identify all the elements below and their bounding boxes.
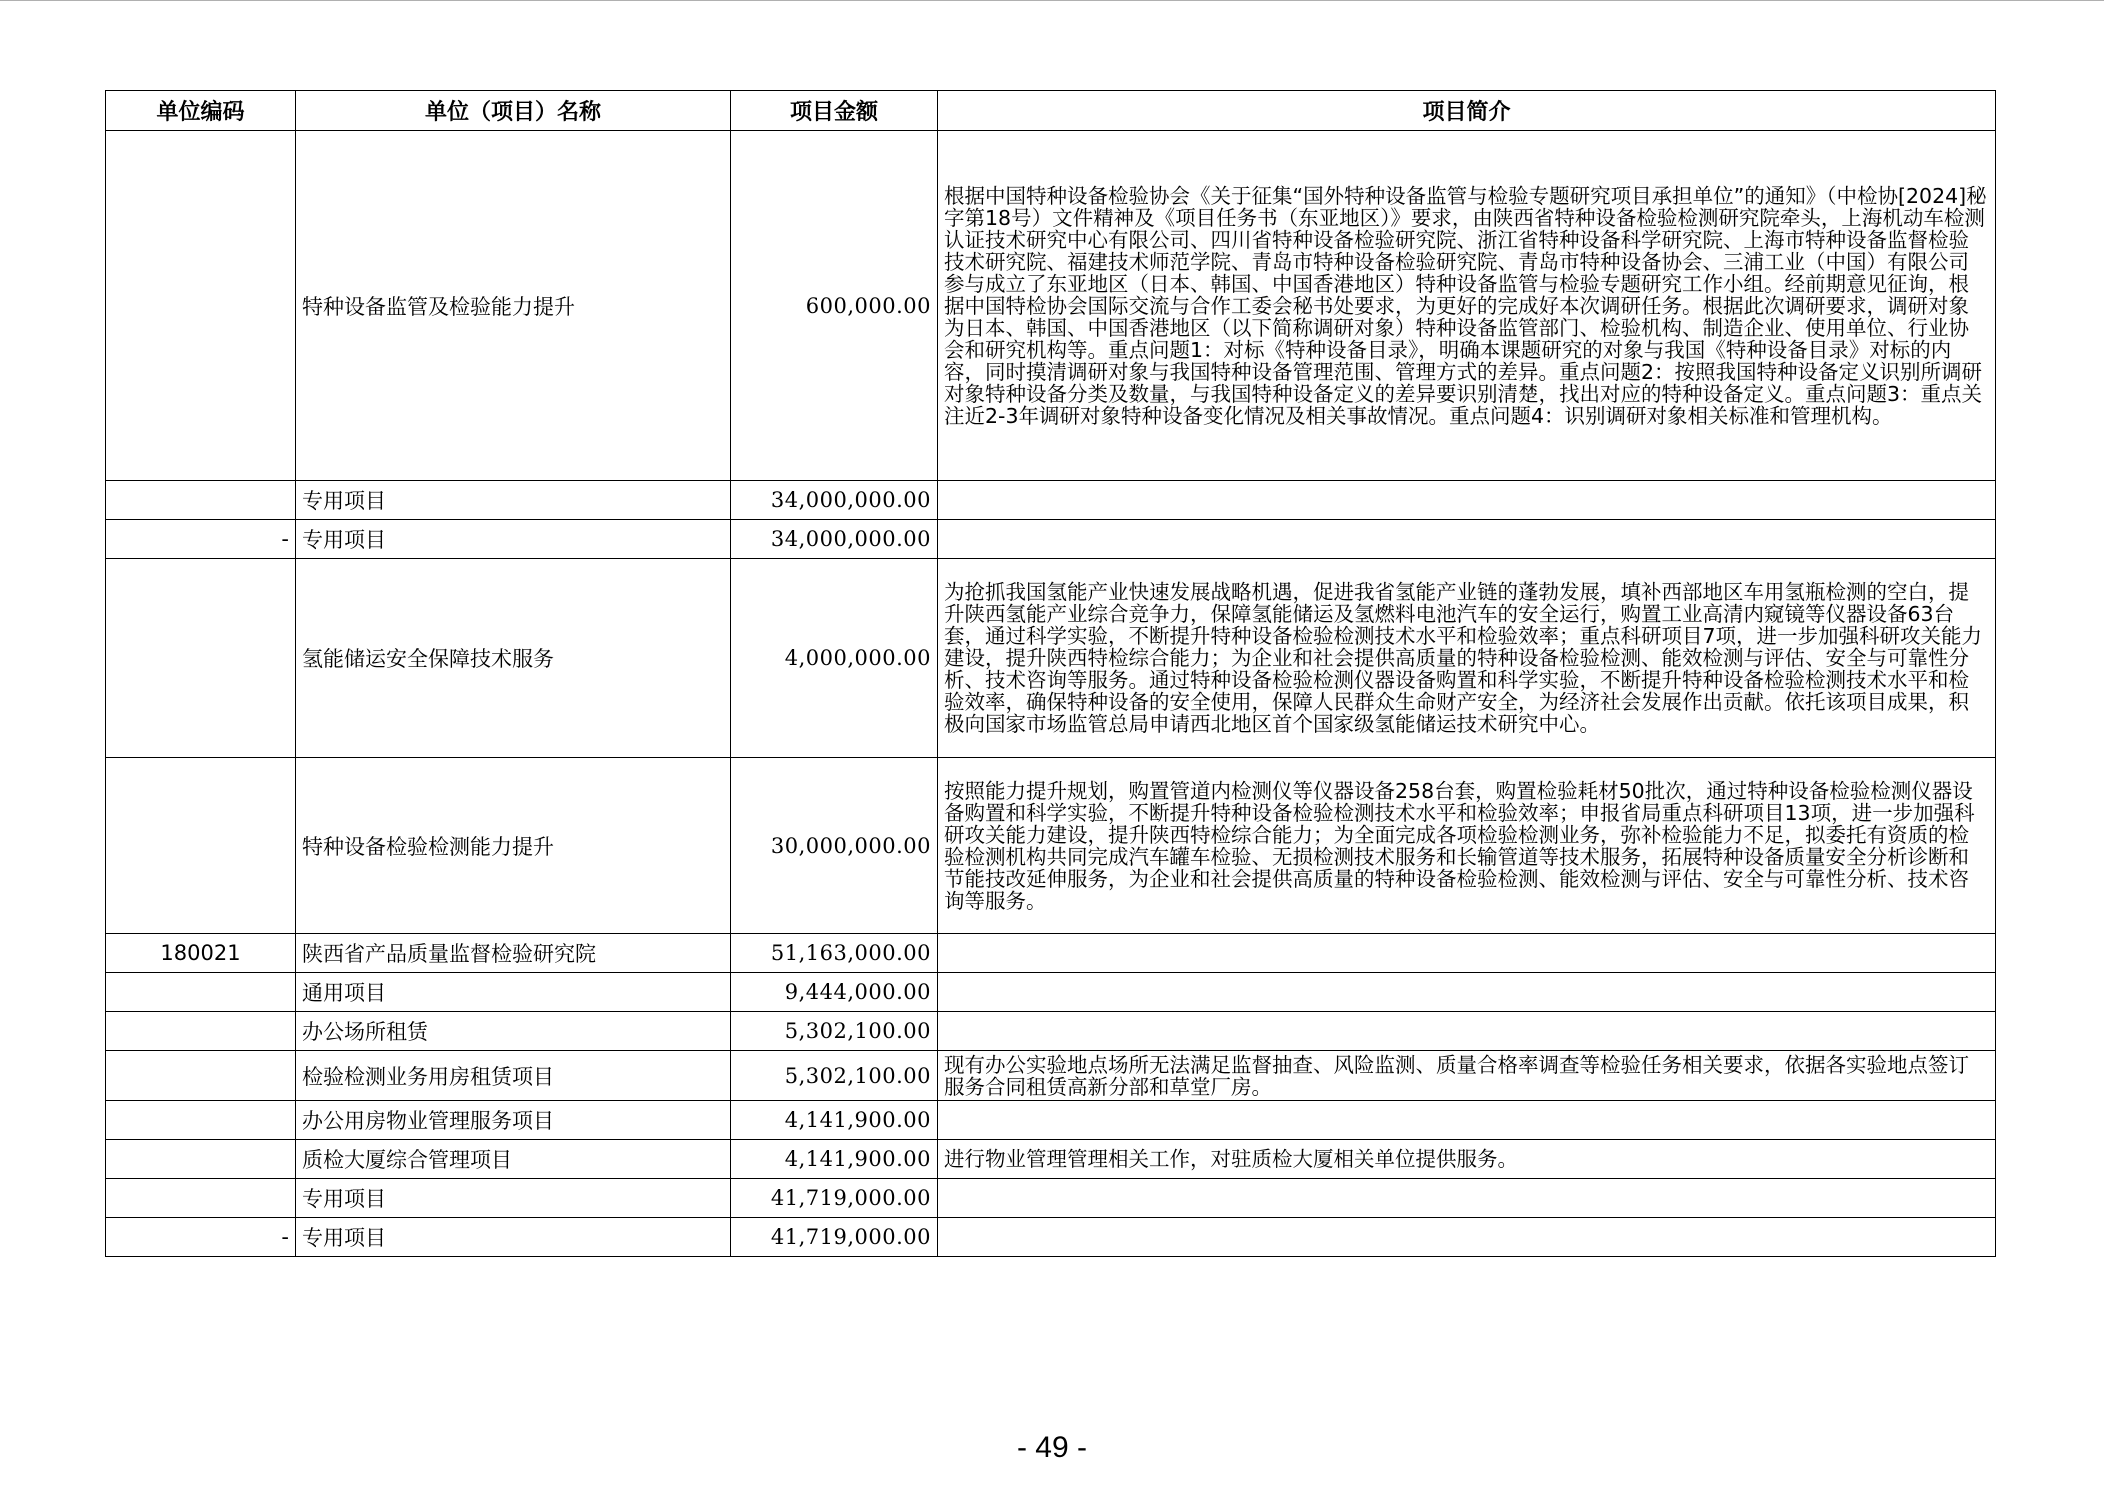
top-border-line (0, 0, 2104, 1)
cell-code (106, 131, 296, 481)
cell-description: 为抢抓我国氢能产业快速发展战略机遇，促进我省氢能产业链的蓬勃发展，填补西部地区车用氢瓶检测的空白，提升陕西氢能产业综合竞争力，保障氢能储运及氢燃料电池汽车的安全运行，购置工业高清内窥镜等仪器设备63台套，通过科学实验，不断提升特种设备检验检测技术水平和检验效率；重点科研项目7项，进一步加强科研攻关能力建设，提升陕西特检综合能力；为企业和社会提供高质量的特种设备检验检测、能效检测与评估、安全与可靠性分析、技术咨询等服务。通过特种设备检验检测仪器设备购置和科学实验，不断提升特种设备检验检测技术水平和检验效率，确保特种设备的安全使用，保障人民群众生命财产安全，为经济社会发展作出贡献。依托该项目成果，积极向国家市场监管总局申请西北地区首个国家级氢能储运技术研究中心。 (938, 559, 1996, 758)
table-row (106, 520, 1996, 559)
cell-name: 特种设备检验检测能力提升 (296, 758, 731, 934)
table-row (106, 1012, 1996, 1051)
cell-name: 特种设备监管及检验能力提升 (296, 131, 731, 481)
cell-name: 专用项目 (296, 481, 731, 520)
table-row (106, 758, 1996, 934)
cell-code: - (106, 520, 296, 559)
cell-description: 按照能力提升规划，购置管道内检测仪等仪器设备258台套，购置检验耗材50批次，通过特种设备检验检测仪器设备购置和科学实验，不断提升特种设备检验检测技术水平和检验效率；申报省局重点科研项目13项，进一步加强科研攻关能力建设，提升陕西特检综合能力；为全面完成各项检验检测业务，弥补检验能力不足，拟委托有资质的检验检测机构共同完成汽车罐车检验、无损检测技术服务和长输管道等技术服务，拓展特种设备质量安全分析诊断和节能技改延伸服务，为企业和社会提供高质量的特种设备检验检测、能效检测与评估、安全与可靠性分析、技术咨询等服务。 (938, 758, 1996, 934)
cell-amount: 9,444,000.00 (731, 973, 938, 1012)
cell-amount: 600,000.00 (731, 131, 938, 481)
cell-code: 180021 (106, 934, 296, 973)
cell-description (938, 1012, 1996, 1051)
table-row (106, 1218, 1996, 1257)
cell-description (938, 481, 1996, 520)
table-row (106, 1101, 1996, 1140)
table-row (106, 1140, 1996, 1179)
table-row (106, 1051, 1996, 1101)
cell-description (938, 520, 1996, 559)
cell-name: 氢能储运安全保障技术服务 (296, 559, 731, 758)
cell-description: 根据中国特种设备检验协会《关于征集“国外特种设备监管与检验专题研究项目承担单位”的通知》（中检协[2024]秘字第18号）文件精神及《项目任务书（东亚地区）》要求，由陕西省特种设备检验检测研究院牵头，上海机动车检测认证技术研究中心有限公司、四川省特种设备检验研究院、浙江省特种设备科学研究院、上海市特种设备监督检验技术研究院、福建技术师范学院、青岛市特种设备检验研究院、青岛市特种设备协会、三浦工业（中国）有限公司参与成立了东亚地区（日本、韩国、中国香港地区）特种设备监管与检验专题研究工作小组。经前期意见征询，根据中国特检协会国际交流与合作工委会秘书处要求，为更好的完成好本次调研任务。根据此次调研要求，调研对象为日本、韩国、中国香港地区（以下简称调研对象）特种设备监管部门、检验机构、制造企业、使用单位、行业协会和研究机构等。重点问题1：对标《特种设备目录》，明确本课题研究的对象与我国《特种设备目录》对标的内容，同时摸清调研对象与我国特种设备管理范围、管理方式的差异。重点问题2：按照我国特种设备定义识别所调研对象特种设备分类及数量，与我国特种设备定义的差异要识别清楚，找出对应的特种设备定义。重点问题3：重点关注近2-3年调研对象特种设备变化情况及相关事故情况。重点问题4：识别调研对象相关标准和管理机构。 (938, 131, 1996, 481)
cell-code (106, 481, 296, 520)
cell-description (938, 1179, 1996, 1218)
cell-code (106, 758, 296, 934)
cell-name: 质检大厦综合管理项目 (296, 1140, 731, 1179)
table-row (106, 1179, 1996, 1218)
cell-code (106, 973, 296, 1012)
cell-description (938, 973, 1996, 1012)
cell-name: 检验检测业务用房租赁项目 (296, 1051, 731, 1101)
cell-description: 现有办公实验地点场所无法满足监督抽查、风险监测、质量合格率调查等检验任务相关要求，依据各实验地点签订服务合同租赁高新分部和草堂厂房。 (938, 1051, 1996, 1101)
header-description: 项目简介 (938, 91, 1996, 131)
cell-amount: 4,000,000.00 (731, 559, 938, 758)
cell-code (106, 1051, 296, 1101)
cell-description (938, 1218, 1996, 1257)
cell-amount: 34,000,000.00 (731, 520, 938, 559)
budget-table (105, 90, 1996, 1257)
table-row (106, 481, 1996, 520)
cell-amount: 4,141,900.00 (731, 1101, 938, 1140)
cell-name: 办公场所租赁 (296, 1012, 731, 1051)
table-row (106, 934, 1996, 973)
cell-amount: 41,719,000.00 (731, 1179, 938, 1218)
header-unit-code: 单位编码 (106, 91, 296, 131)
cell-amount: 30,000,000.00 (731, 758, 938, 934)
cell-name: 办公用房物业管理服务项目 (296, 1101, 731, 1140)
cell-description (938, 1101, 1996, 1140)
cell-code: - (106, 1218, 296, 1257)
cell-description: 进行物业管理管理相关工作，对驻质检大厦相关单位提供服务。 (938, 1140, 1996, 1179)
cell-code (106, 1140, 296, 1179)
cell-amount: 5,302,100.00 (731, 1051, 938, 1101)
table-row (106, 131, 1996, 481)
cell-code (106, 1012, 296, 1051)
cell-name: 专用项目 (296, 520, 731, 559)
cell-amount: 5,302,100.00 (731, 1012, 938, 1051)
header-amount: 项目金额 (731, 91, 938, 131)
cell-description (938, 934, 1996, 973)
cell-code (106, 1101, 296, 1140)
cell-amount: 41,719,000.00 (731, 1218, 938, 1257)
cell-name: 专用项目 (296, 1179, 731, 1218)
table-header-row (106, 91, 1996, 131)
cell-name: 通用项目 (296, 973, 731, 1012)
cell-amount: 4,141,900.00 (731, 1140, 938, 1179)
cell-code (106, 1179, 296, 1218)
cell-code (106, 559, 296, 758)
cell-name: 专用项目 (296, 1218, 731, 1257)
cell-amount: 34,000,000.00 (731, 481, 938, 520)
table-row (106, 559, 1996, 758)
header-unit-name: 单位（项目）名称 (296, 91, 731, 131)
table-row (106, 973, 1996, 1012)
page-number: - 49 - (1016, 1431, 1088, 1464)
cell-name: 陕西省产品质量监督检验研究院 (296, 934, 731, 973)
cell-amount: 51,163,000.00 (731, 934, 938, 973)
